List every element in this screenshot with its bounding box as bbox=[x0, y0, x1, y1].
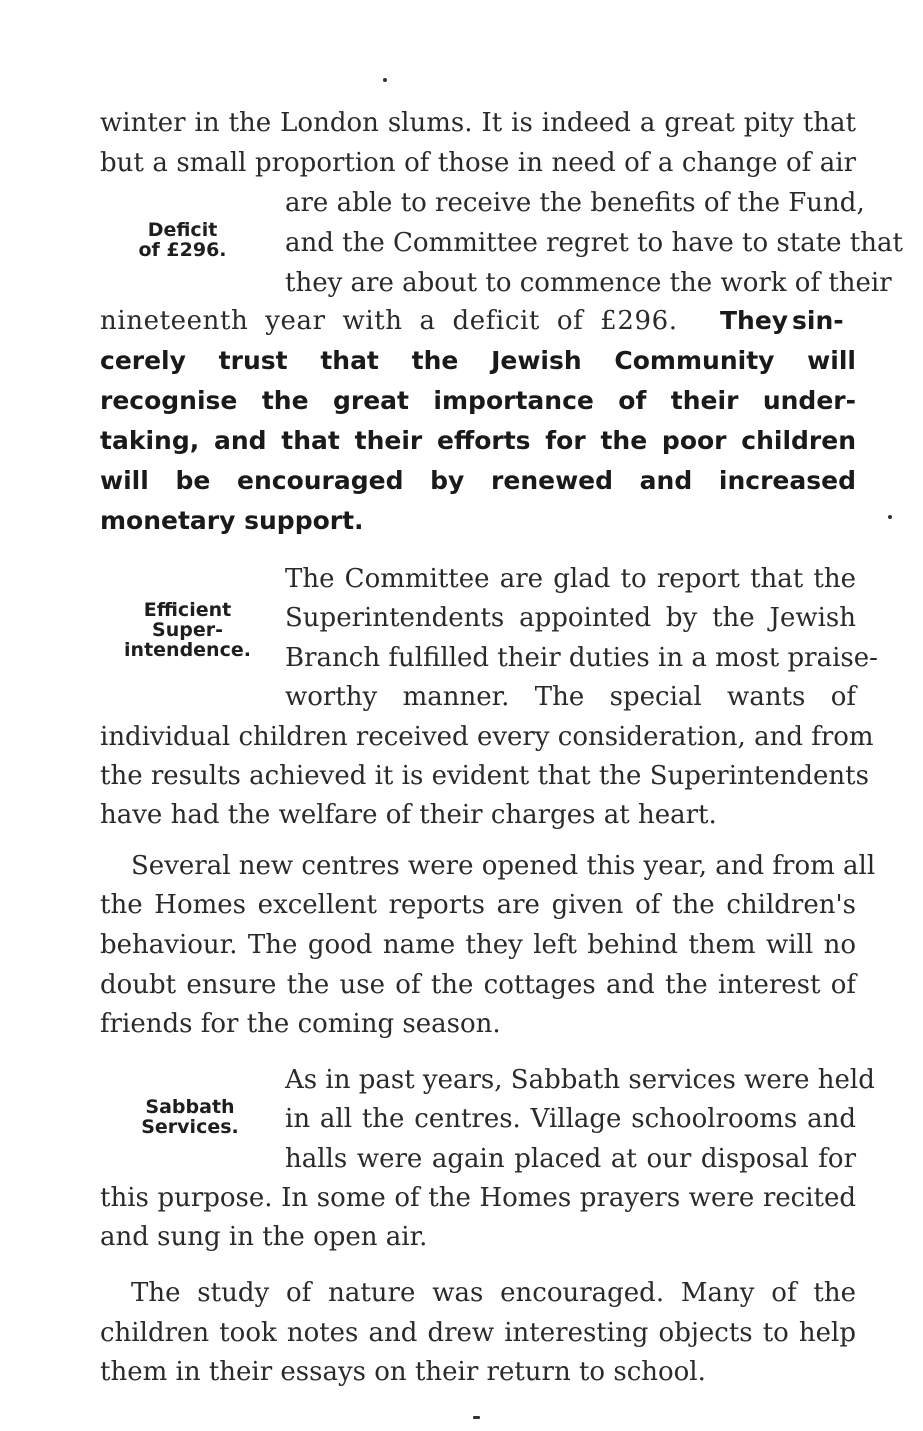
margin-note-line: Sabbath bbox=[145, 1096, 235, 1118]
bold-segment: They bbox=[720, 306, 789, 335]
text-line: them in their essays on their return to school. bbox=[100, 1357, 706, 1387]
text-line: The Committee are glad to report that the bbox=[285, 564, 856, 594]
ink-speck bbox=[383, 78, 387, 82]
margin-note-sabbath bbox=[125, 1097, 255, 1137]
text-segment: nineteenth year with a deficit of £296. bbox=[100, 306, 678, 336]
bold-segment: sin- bbox=[792, 306, 844, 335]
text-line: in all the centres. Village schoolrooms and bbox=[285, 1104, 856, 1134]
text-line: individual children received every consideration, and from bbox=[100, 722, 874, 752]
text-line: The study of nature was encouraged. Many of the bbox=[131, 1278, 856, 1308]
bold-text-line: recognise the great importance of their under- bbox=[100, 386, 856, 415]
text-line: worthy manner. The special wants of bbox=[285, 682, 856, 712]
text-line: the Homes excellent reports are given of the children's bbox=[100, 890, 856, 920]
margin-note-line: Super- bbox=[152, 619, 223, 641]
margin-note-line: Deficit bbox=[147, 219, 218, 241]
bold-text-line: monetary support. bbox=[100, 506, 364, 535]
bold-text-line: will be encouraged by renewed and increased bbox=[100, 466, 856, 495]
text-line: they are about to commence the work of their bbox=[285, 268, 892, 298]
text-line: halls were again placed at our disposal for bbox=[285, 1144, 856, 1174]
text-line: doubt ensure the use of the cottages and the interest of bbox=[100, 970, 856, 1000]
text-line: have had the welfare of their charges at heart. bbox=[100, 800, 717, 830]
text-line: are able to receive the benefits of the Fund, bbox=[285, 188, 865, 218]
text-line: children took notes and drew interesting objects to help bbox=[100, 1318, 856, 1348]
margin-note-superintendence bbox=[114, 600, 261, 660]
text-line: and sung in the open air. bbox=[100, 1222, 428, 1252]
margin-note-line: Efficient bbox=[143, 599, 232, 621]
margin-note-line: intendence. bbox=[124, 639, 251, 661]
text-line: Branch fulfilled their duties in a most praise- bbox=[285, 643, 878, 673]
bold-text-line: taking, and that their efforts for the poor children bbox=[100, 426, 856, 455]
text-line: Superintendents appointed by the Jewish bbox=[285, 603, 856, 633]
margin-note-line: Services. bbox=[141, 1116, 239, 1138]
text-line: but a small proportion of those in need of a change of air bbox=[100, 148, 856, 178]
text-line: friends for the coming season. bbox=[100, 1009, 501, 1039]
text-line: behaviour. The good name they left behind them will no bbox=[100, 930, 856, 960]
margin-note-deficit bbox=[120, 220, 245, 260]
ink-speck bbox=[473, 1416, 480, 1419]
margin-note-line: of £296. bbox=[138, 239, 227, 261]
text-line: As in past years, Sabbath services were held bbox=[285, 1065, 875, 1095]
text-line: and the Committee regret to have to state that bbox=[285, 228, 903, 258]
bold-text-line: cerely trust that the Jewish Community will bbox=[100, 346, 856, 375]
text-line-mixed bbox=[100, 308, 856, 334]
text-line: winter in the London slums. It is indeed a great pity that bbox=[100, 108, 856, 138]
text-line: the results achieved it is evident that the Superintendents bbox=[100, 761, 869, 791]
text-line: this purpose. In some of the Homes prayers were recited bbox=[100, 1183, 856, 1213]
text-line: Several new centres were opened this year, and from all bbox=[131, 851, 876, 881]
ink-speck bbox=[888, 515, 892, 519]
